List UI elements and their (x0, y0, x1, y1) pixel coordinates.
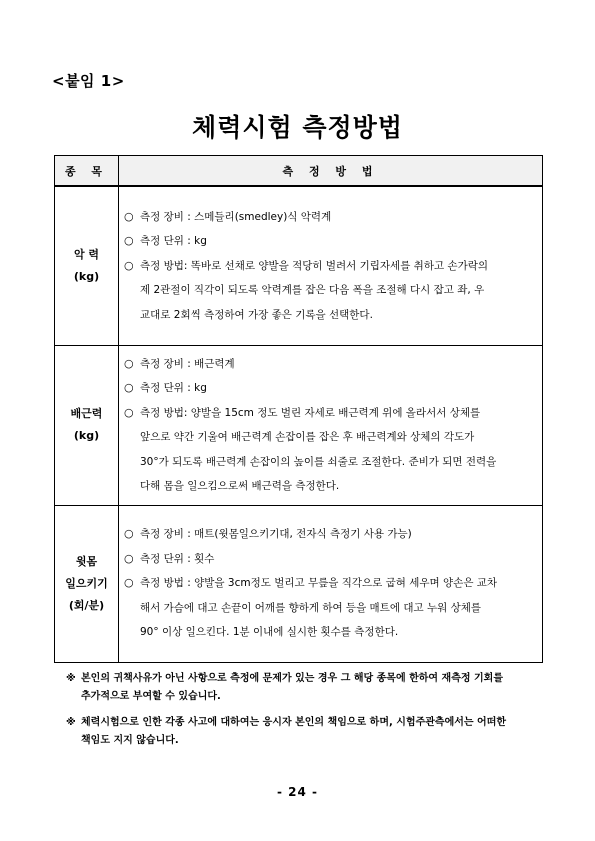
method-line (124, 522, 536, 547)
method-line (124, 205, 536, 230)
method-cell (119, 345, 543, 505)
circle-bullet-icon: ○ (124, 381, 134, 394)
item-unit: (kg) (73, 429, 100, 442)
method-line (124, 229, 536, 254)
item-name: 악 력 (73, 247, 100, 261)
method-continuation: 다해 몸을 일으킴으로써 배근력을 측정한다. (140, 480, 340, 492)
measurement-table (54, 155, 543, 663)
method-cell (119, 186, 543, 345)
method-continuation: 교대로 2회씩 측정하여 가장 좋은 기록을 선택한다. (140, 308, 373, 321)
circle-bullet-icon: ○ (124, 209, 134, 223)
circle-bullet-icon: ○ (124, 356, 134, 370)
note-item (66, 670, 546, 706)
circle-bullet-icon: ○ (124, 576, 134, 590)
item-unit: (회/분) (68, 598, 105, 612)
item-name: 윗몸 (75, 554, 98, 568)
reference-mark-icon: ※ (66, 717, 76, 728)
table-row-grip (55, 186, 543, 345)
table-row-back-strength (55, 345, 543, 505)
method-continuation: 해서 가슴에 대고 손끝이 어깨를 향하게 하여 등을 매트에 대고 누워 상체를 (140, 601, 482, 614)
circle-bullet-icon: ○ (124, 258, 134, 272)
note-item (66, 714, 546, 750)
appendix-label: <붙임 1> (52, 72, 125, 90)
method-text: 측정 방법: 양발을 15cm 정도 벌린 자세로 배근력계 위에 올라서서 상체를 (140, 406, 481, 419)
method-continuation: 30°가 되도록 배근력계 손잡이의 높이를 쇠줄로 조절한다. 준비가 되면 전력을 (140, 455, 497, 468)
header-method: 측 정 방 법 (119, 156, 543, 187)
table-row-situps (55, 505, 543, 662)
circle-bullet-icon: ○ (124, 234, 134, 247)
note-text: 본인의 귀책사유가 아닌 사항으로 측정에 문제가 있는 경우 그 해당 종목에 한하여 재측정 기회를 (81, 673, 503, 684)
method-text: 측정 장비 : 배근력계 (140, 357, 235, 370)
method-line (124, 376, 536, 401)
method-text: 측정 단위 : kg (140, 382, 207, 394)
method-continuation: 제 2관절이 직각이 되도록 악력계를 잡은 다음 폭을 조절해 다시 잡고 좌, 우 (140, 284, 485, 296)
circle-bullet-icon: ○ (124, 405, 134, 419)
notes-section (66, 670, 546, 758)
method-text: 측정 단위 : 횟수 (140, 552, 215, 565)
page-title: 체력시험 측정방법 (192, 113, 403, 142)
circle-bullet-icon: ○ (124, 551, 134, 565)
item-cell (55, 186, 119, 345)
method-line (124, 254, 536, 279)
method-line (124, 547, 536, 572)
page-number: - 24 - (276, 785, 318, 799)
circle-bullet-icon: ○ (124, 527, 134, 541)
method-text: 측정 단위 : kg (140, 235, 207, 247)
method-cell (119, 505, 543, 662)
item-cell (55, 345, 119, 505)
item-unit: (kg) (73, 269, 100, 283)
item-cell (55, 505, 119, 662)
method-continuation: 90° 이상 일으킨다. 1분 이내에 실시한 횟수를 측정한다. (140, 626, 399, 639)
note-text: 책임도 지지 않습니다. (81, 735, 179, 746)
header-item: 종 목 (55, 156, 119, 187)
method-text: 측정 방법: 똑바로 선채로 양발을 적당히 벌려서 기립자세를 취하고 손가락의 (140, 259, 489, 272)
reference-mark-icon: ※ (66, 673, 76, 684)
method-line (124, 571, 536, 596)
method-text: 측정 방법 : 양발을 3cm정도 벌리고 무릎을 직각으로 굽혀 세우며 양손은 교차 (140, 577, 498, 590)
note-text: 체력시험으로 인한 각종 사고에 대하여는 응시자 본인의 책임으로 하며, 시험주관측에서는 어떠한 (81, 717, 507, 728)
note-text: 추가적으로 부여할 수 있습니다. (81, 691, 221, 702)
method-text: 측정 장비 : 매트(윗몸일으키기대, 전자식 측정기 사용 가능) (140, 528, 412, 541)
method-line (124, 401, 536, 426)
method-line (124, 352, 536, 377)
item-name: 배근력 (70, 407, 103, 420)
table-header-row (55, 156, 543, 187)
item-name-2: 일으키기 (65, 576, 108, 590)
method-text: 측정 장비 : 스메들리(smedley)식 악력계 (140, 210, 332, 223)
method-continuation: 앞으로 약간 기울여 배근력계 손잡이를 잡은 후 배근력계와 상체의 각도가 (140, 431, 475, 443)
